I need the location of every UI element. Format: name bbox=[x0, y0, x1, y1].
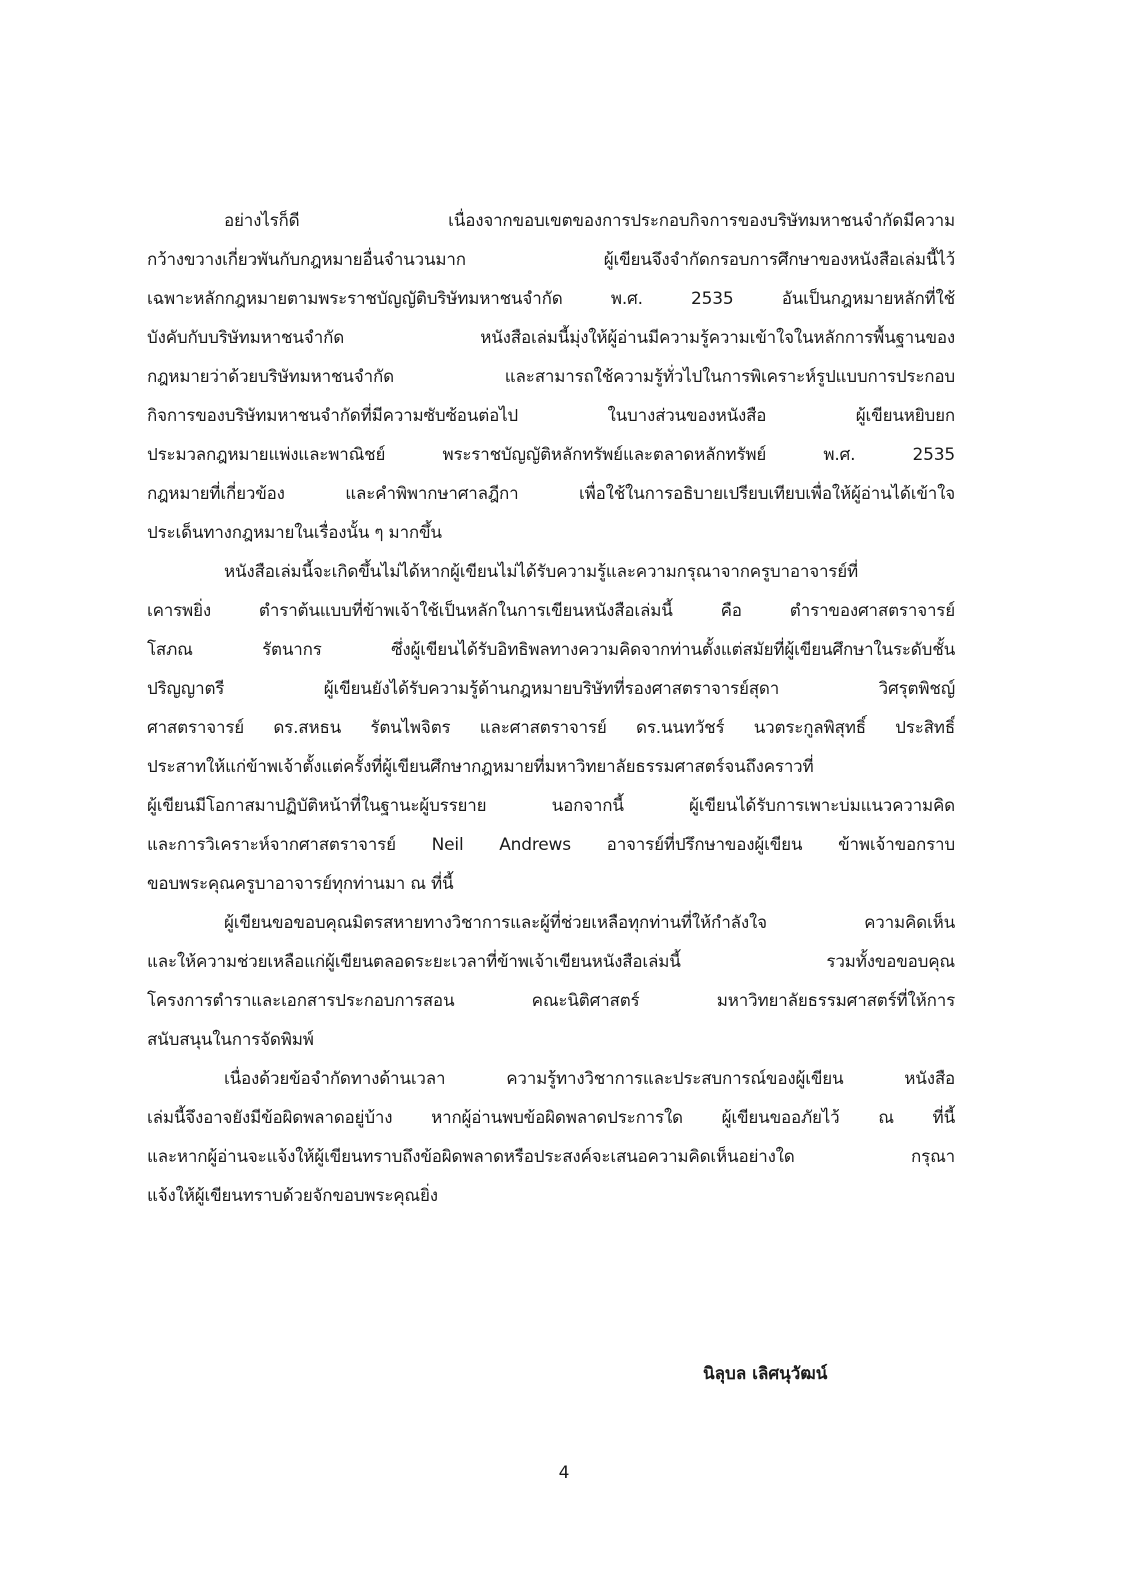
text-line: บังคับกับบริษัทมหาชนจำกัด หนังสือเล่มนี้มุ่งให้ผู้อ่านมีความรู้ความเข้าใจในหลักการพื้นฐานของ bbox=[147, 328, 955, 348]
text-line: อย่างไรก็ดี เนื่องจากขอบเขตของการประกอบกิจการของบริษัทมหาชนจำกัดมีความ bbox=[224, 211, 955, 231]
text-line: กฎหมายว่าด้วยบริษัทมหาชนจำกัด และสามารถใช้ความรู้ทั่วไปในการพิเคราะห์รูปแบบการประกอบ bbox=[147, 367, 955, 387]
text-line: ปริญญาตรี ผู้เขียนยังได้รับความรู้ด้านกฎหมายบริษัทที่รองศาสตราจารย์สุดา วิศรุตพิชญ์ bbox=[147, 679, 955, 699]
text-line: เฉพาะหลักกฎหมายตามพระราชบัญญัติบริษัทมหาชนจำกัด พ.ศ. 2535 อันเป็นกฎหมายหลักที่ใช้ bbox=[147, 289, 955, 309]
paragraph-apology bbox=[147, 1060, 955, 1216]
text-line: กฎหมายที่เกี่ยวข้อง และคำพิพากษาศาลฎีกา เพื่อใช้ในการอธิบายเปรียบเทียบเพื่อให้ผู้อ่านได้เข้าใจ bbox=[147, 484, 955, 504]
page-number: 4 bbox=[558, 1463, 570, 1483]
text-line: เคารพยิ่ง ตำราต้นแบบที่ข้าพเจ้าใช้เป็นหลักในการเขียนหนังสือเล่มนี้ คือ ตำราของศาสตราจารย์ bbox=[147, 601, 955, 621]
text-line: สนับสนุนในการจัดพิมพ์ bbox=[147, 1030, 314, 1050]
text-line: ผู้เขียนมีโอกาสมาปฏิบัติหน้าที่ในฐานะผู้บรรยาย นอกจากนี้ ผู้เขียนได้รับการเพาะบ่มแนวความคิด bbox=[147, 796, 955, 816]
text-line: ประมวลกฎหมายแพ่งและพาณิชย์ พระราชบัญญัติหลักทรัพย์และตลาดหลักทรัพย์ พ.ศ. 2535 bbox=[147, 445, 955, 465]
text-line: ประเด็นทางกฎหมายในเรื่องนั้น ๆ มากขึ้น bbox=[147, 523, 442, 543]
text-line: แจ้งให้ผู้เขียนทราบด้วยจักขอบพระคุณยิ่ง bbox=[147, 1186, 438, 1206]
text-line: กว้างขวางเกี่ยวพันกับกฎหมายอื่นจำนวนมาก ผู้เขียนจึงจำกัดกรอบการศึกษาของหนังสือเล่มนี้ไว้ bbox=[147, 250, 955, 270]
body-text bbox=[147, 202, 955, 1216]
paragraph-acknowledgement-teachers bbox=[147, 553, 955, 904]
paragraph-acknowledgement-colleagues bbox=[147, 904, 955, 1060]
text-line: เนื่องด้วยข้อจำกัดทางด้านเวลา ความรู้ทางวิชาการและประสบการณ์ของผู้เขียน หนังสือ bbox=[224, 1069, 955, 1089]
author-signature: นิลุบล เลิศนุวัฒน์ bbox=[703, 1364, 828, 1384]
text-line: โสภณ รัตนากร ซึ่งผู้เขียนได้รับอิทธิพลทางความคิดจากท่านตั้งแต่สมัยที่ผู้เขียนศึกษาในระดับชั้น bbox=[147, 640, 955, 660]
text-line: และการวิเคราะห์จากศาสตราจารย์ Neil Andrews อาจารย์ที่ปรึกษาของผู้เขียน ข้าพเจ้าขอกราบ bbox=[147, 835, 955, 855]
text-line: ประสาทให้แก่ข้าพเจ้าตั้งแต่ครั้งที่ผู้เขียนศึกษากฎหมายที่มหาวิทยาลัยธรรมศาสตร์จนถึงคราวที่ bbox=[147, 757, 814, 777]
paragraph-scope bbox=[147, 202, 955, 553]
text-line: ศาสตราจารย์ ดร.สหธน รัตนไพจิตร และศาสตราจารย์ ดร.นนทวัชร์ นวตระกูลพิสุทธิ์ ประสิทธิ์ bbox=[147, 718, 955, 738]
text-line: ขอบพระคุณครูบาอาจารย์ทุกท่านมา ณ ที่นี้ bbox=[147, 874, 454, 894]
text-line: กิจการของบริษัทมหาชนจำกัดที่มีความซับซ้อนต่อไป ในบางส่วนของหนังสือ ผู้เขียนหยิบยก bbox=[147, 406, 955, 426]
text-line: โครงการตำราและเอกสารประกอบการสอน คณะนิติศาสตร์ มหาวิทยาลัยธรรมศาสตร์ที่ให้การ bbox=[147, 991, 955, 1011]
text-line: หนังสือเล่มนี้จะเกิดขึ้นไม่ได้หากผู้เขียนไม่ได้รับความรู้และความกรุณาจากครูบาอาจารย์ที่ bbox=[224, 562, 858, 582]
text-line: และหากผู้อ่านจะแจ้งให้ผู้เขียนทราบถึงข้อผิดพลาดหรือประสงค์จะเสนอความคิดเห็นอย่างใด กรุณา bbox=[147, 1147, 955, 1167]
text-line: และให้ความช่วยเหลือแก่ผู้เขียนตลอดระยะเวลาที่ข้าพเจ้าเขียนหนังสือเล่มนี้ รวมทั้งขอขอบคุณ bbox=[147, 952, 955, 972]
text-line: เล่มนี้จึงอาจยังมีข้อผิดพลาดอยู่บ้าง หากผู้อ่านพบข้อผิดพลาดประการใด ผู้เขียนขออภัยไว้ ณ ที่นี้ bbox=[147, 1108, 955, 1128]
text-line: ผู้เขียนขอขอบคุณมิตรสหายทางวิชาการและผู้ที่ช่วยเหลือทุกท่านที่ให้กำลังใจ ความคิดเห็น bbox=[224, 913, 955, 933]
